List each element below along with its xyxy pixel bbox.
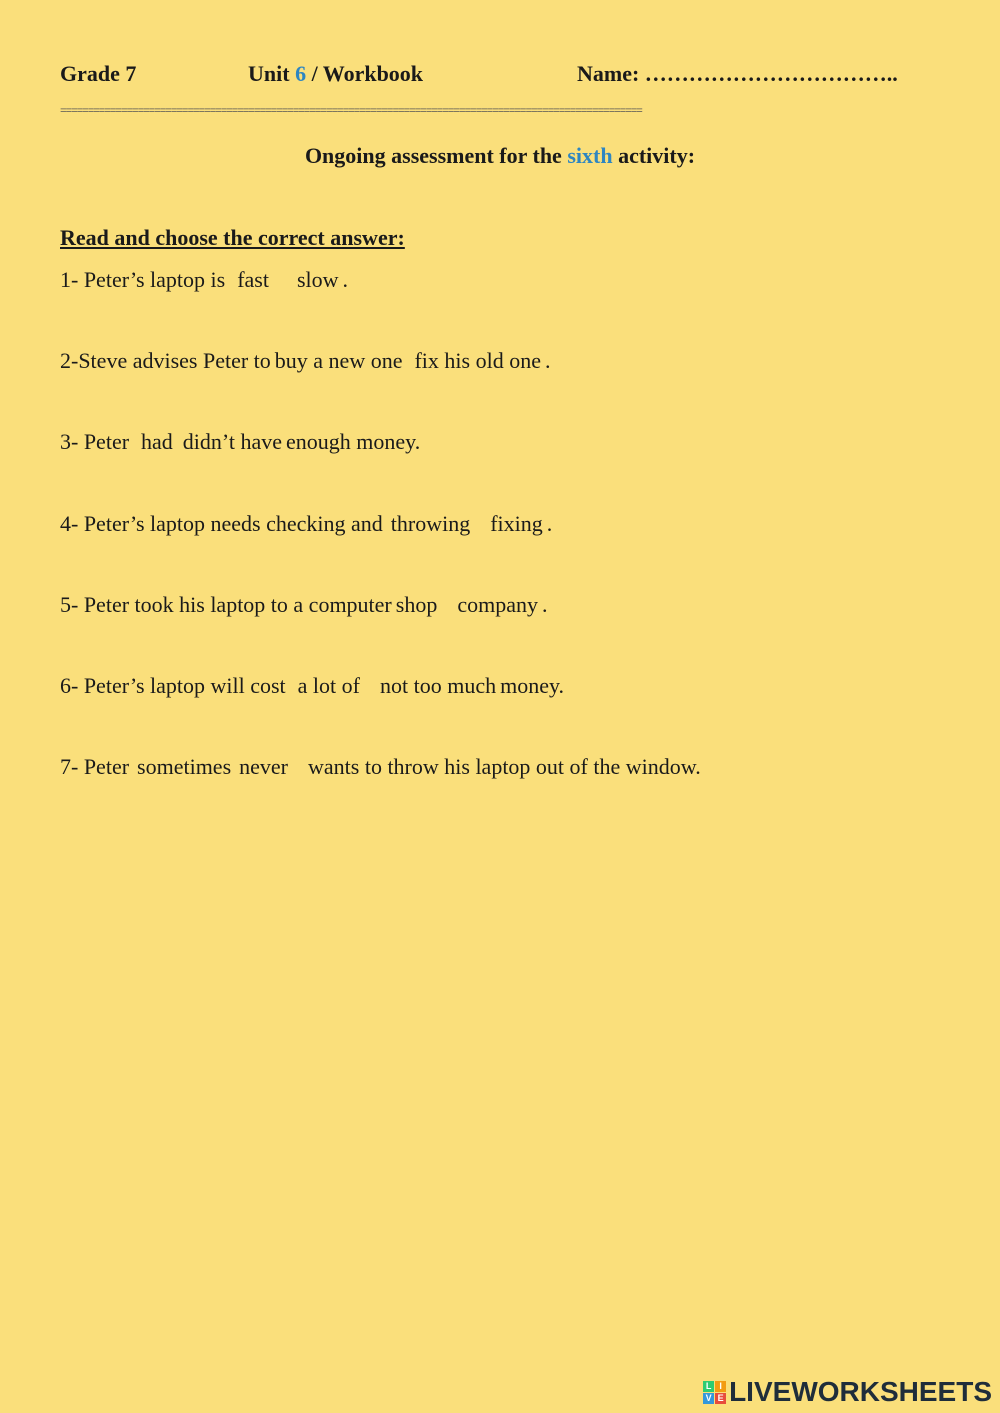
unit-number: 6 bbox=[295, 61, 307, 86]
question-3 bbox=[60, 426, 420, 458]
option-2[interactable]: slow bbox=[296, 267, 339, 292]
question-text: 6- Peter’s laptop will cost bbox=[60, 673, 286, 698]
instruction: Read and choose the correct answer: bbox=[60, 225, 405, 250]
question-end: wants to throw his laptop out of the window. bbox=[308, 754, 701, 779]
option-1[interactable]: sometimes bbox=[137, 754, 232, 779]
unit-suffix: / Workbook bbox=[306, 61, 424, 86]
question-end: . bbox=[541, 592, 548, 617]
logo-letter-v: V bbox=[703, 1393, 714, 1404]
option-1[interactable]: a lot of bbox=[297, 673, 360, 698]
question-4 bbox=[60, 508, 552, 540]
unit-prefix: Unit bbox=[248, 61, 296, 86]
divider-rule: ========================================================================================================= bbox=[60, 106, 642, 118]
question-text: 3- Peter bbox=[60, 429, 130, 454]
option-2[interactable]: fix his old one bbox=[414, 348, 541, 373]
title-suffix: activity: bbox=[612, 143, 696, 168]
question-text: 4- Peter’s laptop needs checking and bbox=[60, 511, 383, 536]
option-1[interactable]: throwing bbox=[390, 511, 471, 536]
option-2[interactable]: never bbox=[239, 754, 288, 779]
unit-label bbox=[248, 58, 423, 90]
question-end: enough money. bbox=[285, 429, 421, 454]
option-1[interactable]: buy a new one bbox=[274, 348, 403, 373]
title-highlight: sixth bbox=[567, 143, 613, 168]
name-label: Name: …………………………….. bbox=[577, 61, 898, 86]
page-title bbox=[0, 140, 1000, 172]
option-2[interactable]: company bbox=[457, 592, 538, 617]
question-end: money. bbox=[500, 673, 565, 698]
question-end: . bbox=[544, 348, 551, 373]
option-2[interactable]: not too much bbox=[380, 673, 497, 698]
logo-letter-e: E bbox=[715, 1393, 726, 1404]
question-7 bbox=[60, 751, 701, 783]
title-prefix: Ongoing assessment for the bbox=[304, 143, 568, 168]
question-text: 2-Steve advises Peter to bbox=[60, 348, 271, 373]
logo-mark-icon bbox=[703, 1381, 726, 1404]
question-text: 1- Peter’s laptop is bbox=[60, 267, 226, 292]
question-5 bbox=[60, 589, 547, 621]
logo-text: LIVEWORKSHEETS bbox=[729, 1376, 992, 1407]
option-2[interactable]: fixing bbox=[490, 511, 543, 536]
liveworksheets-logo bbox=[703, 1375, 992, 1409]
logo-letter-i: I bbox=[715, 1381, 726, 1392]
logo-letter-l: L bbox=[703, 1381, 714, 1392]
grade-label: Grade 7 bbox=[60, 61, 137, 86]
option-1[interactable]: fast bbox=[237, 267, 269, 292]
question-end: . bbox=[342, 267, 349, 292]
option-2[interactable]: didn’t have bbox=[182, 429, 282, 454]
question-text: 7- Peter bbox=[60, 754, 130, 779]
question-2 bbox=[60, 345, 550, 377]
question-text: 5- Peter took his laptop to a computer bbox=[60, 592, 392, 617]
option-1[interactable]: had bbox=[141, 429, 173, 454]
question-1 bbox=[60, 264, 348, 296]
option-1[interactable]: shop bbox=[395, 592, 438, 617]
question-6 bbox=[60, 670, 564, 702]
question-end: . bbox=[546, 511, 553, 536]
